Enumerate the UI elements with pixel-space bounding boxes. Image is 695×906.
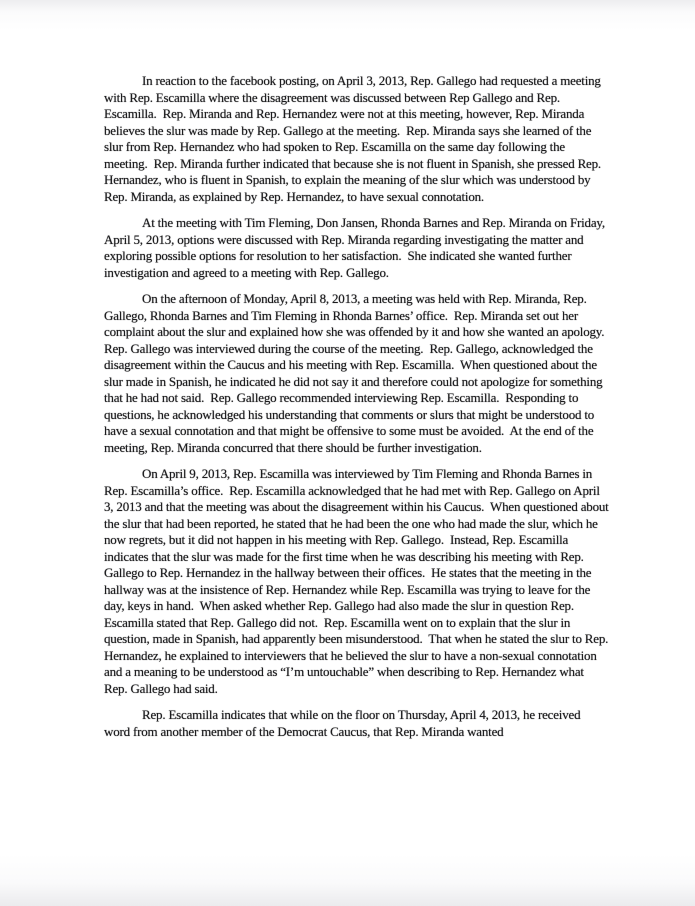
paragraph-april-4-floor: Rep. Escamilla indicates that while on the floor on Thursday, April 4, 2013, he received word from another member of the Democrat Caucus, that Rep. Miranda wanted [104,707,584,739]
document-body [104,73,612,750]
scan-shading-bottom [0,854,695,906]
scan-shading-top [0,0,695,30]
paragraph-april-8-meeting: On the afternoon of Monday, April 8, 2013, a meeting was held with Rep. Miranda, Rep. Gallego, Rhonda Barnes and Tim Fleming in Rhonda Barnes’ office. Rep. Miranda set out her complaint about the slur and explained how she was offended by it and how she wanted an apology. Rep. Gallego was interviewed during the course of the meeting. Rep. Gallego, acknowledged the disagreement within the Caucus and his meeting with Rep. Escamilla. When questioned about the slur made in Spanish, he indicated he did not say it and therefore could not apologize for something that he had not said. Rep. Gallego recommended interviewing Rep. Escamilla. Responding to questions, he acknowledged his understanding that comments or slurs that might be understood to have a sexual connotation and that might be offensive to some must be avoided. At the end of the meeting, Rep. Miranda concurred that there should be further investigation. [104,291,611,455]
paragraph-april-9-escamilla-interview: On April 9, 2013, Rep. Escamilla was interviewed by Tim Fleming and Rhonda Barnes in Rep. Escamilla’s office. Rep. Escamilla acknowledged that he had met with Rep. Gallego on April 3, 2013 and that the meeting was about the disagreement within his Caucus. When questioned about the slur that had been reported, he stated that he had been the one who had made the slur, which he now regrets, but it did not happen in his meeting with Rep. Gallego. Instead, Rep. Escamilla indicates that the slur was made for the first time when he was describing his meeting with Rep. Gallego to Rep. Hernandez in the hallway between their offices. He states that the meeting in the hallway was at the insistence of Rep. Hernandez while Rep. Escamilla was trying to leave for the day, keys in hand. When asked whether Rep. Gallego had also made the slur in question Rep. Escamilla stated that Rep. Gallego did not. Rep. Escamilla went on to explain that the slur in question, made in Spanish, had apparently been misunderstood. That when he stated the slur to Rep. Hernandez, he explained to interviewers that he believed the slur to have a non-sexual connotation and a meaning to be understood as “I’m untouchable” when describing to Rep. Hernandez what Rep. Gallego had said. [104,466,612,696]
paragraph-april-5-meeting: At the meeting with Tim Fleming, Don Jansen, Rhonda Barnes and Rep. Miranda on Friday, April 5, 2013, options were discussed with Rep. Miranda regarding investigating the matter and exploring possible options for resolution to her satisfaction. She indicated she wanted further investigation and agreed to a meeting with Rep. Gallego. [104,215,608,280]
paragraph-facebook-posting-meeting: In reaction to the facebook posting, on April 3, 2013, Rep. Gallego had requested a meeting with Rep. Escamilla where the disagreement was discussed between Rep Gallego and Rep. Escamilla. Rep. Miranda and Rep. Hernandez were not at this meeting, however, Rep. Miranda believes the slur was made by Rep. Gallego at the meeting. Rep. Miranda says she learned of the slur from Rep. Hernandez who had spoken to Rep. Escamilla on the same day following the meeting. Rep. Miranda further indicated that because she is not fluent in Spanish, she pressed Rep. Hernandez, who is fluent in Spanish, to explain the meaning of the slur which was understood by Rep. Miranda, as explained by Rep. Hernandez, to have sexual connotation. [104,73,605,204]
